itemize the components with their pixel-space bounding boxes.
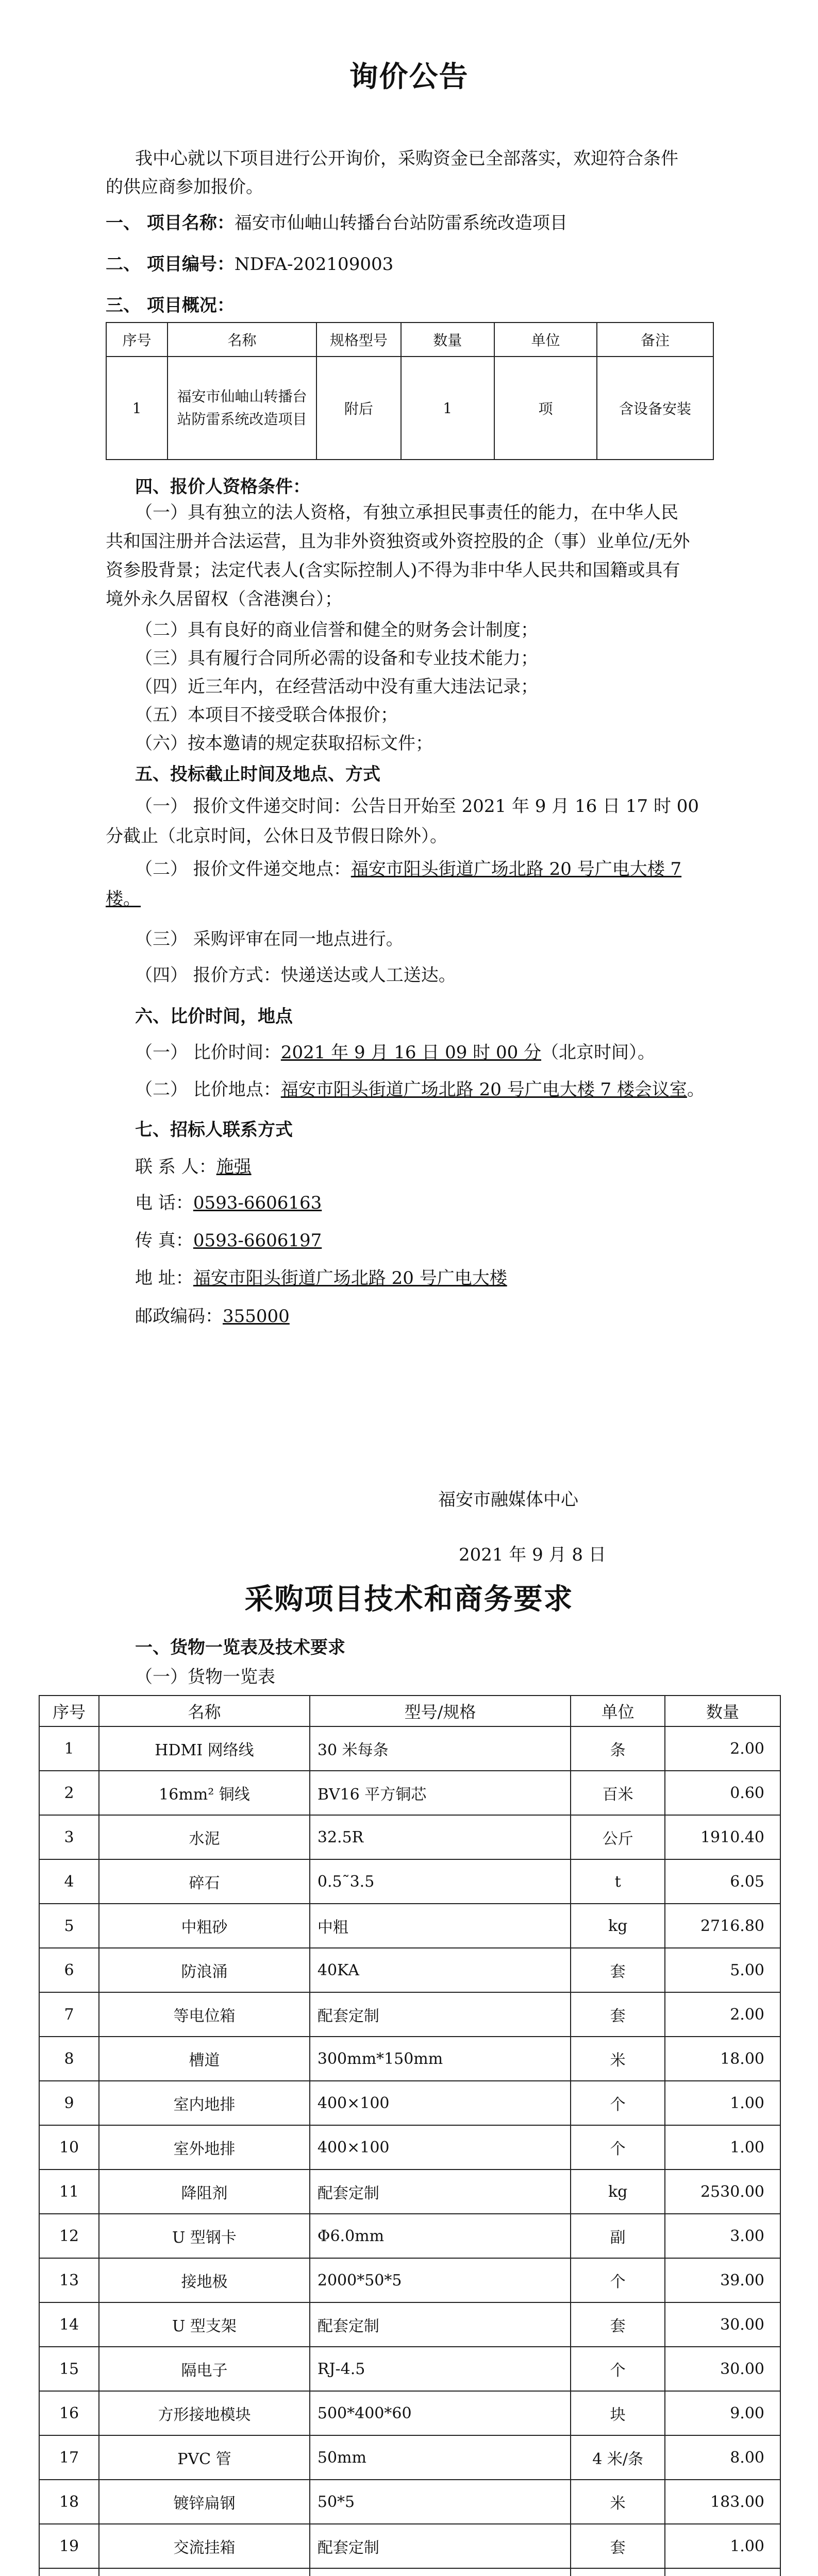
overview-header-cell: 规格型号 xyxy=(316,323,401,357)
goods-cell-unit: 套 xyxy=(571,2302,665,2347)
goods-cell-name: U 型支架 xyxy=(99,2302,310,2347)
overview-header-cell: 备注 xyxy=(597,323,713,357)
goods-cell-name: 水泥 xyxy=(99,1815,310,1859)
open-place-tail: 。 xyxy=(687,1079,705,1100)
goods-cell-name: HDMI 网络线 xyxy=(99,1726,310,1771)
goods-row xyxy=(39,1726,780,1771)
goods-cell-qty: 2.00 xyxy=(665,1726,780,1771)
zip-label: 邮政编码： xyxy=(135,1306,223,1327)
goods-cell-spec: 400×100 xyxy=(310,2081,571,2125)
goods-header-cell: 型号/规格 xyxy=(310,1696,571,1726)
goods-cell-name: 降阻剂 xyxy=(99,2170,310,2214)
goods-row xyxy=(39,2037,780,2081)
overview-header-cell: 序号 xyxy=(106,323,168,357)
goods-cell-no: 5 xyxy=(39,1904,99,1948)
overview-header-row xyxy=(106,323,713,357)
goods-cell-no: 3 xyxy=(39,1815,99,1859)
goods-cell-spec: 300mm*150mm xyxy=(310,2037,571,2081)
goods-cell-spec: 配套定制 xyxy=(310,1992,571,2037)
overview-table xyxy=(106,322,714,460)
goods-cell-unit: 套 xyxy=(571,2524,665,2568)
goods-row xyxy=(39,2214,780,2258)
goods-cell-no: 12 xyxy=(39,2214,99,2258)
goods-cell-unit: 个 xyxy=(571,2347,665,2391)
goods-cell-unit: 百米 xyxy=(571,1771,665,1815)
overview-cell: 含设备安装 xyxy=(597,357,713,460)
goods-cell-no: 17 xyxy=(39,2435,99,2480)
project-no-label: 二、 项目编号： xyxy=(106,254,235,275)
req-section-1: 一、货物一览表及技术要求 xyxy=(135,1637,345,1658)
goods-cell-qty: 6.05 xyxy=(665,1859,780,1904)
goods-cell-no: 15 xyxy=(39,2347,99,2391)
qual-line: （六）按本邀请的规定获取招标文件； xyxy=(135,733,433,754)
goods-cell-qty: 1910.40 xyxy=(665,1815,780,1859)
contact-person-row xyxy=(135,1155,252,1179)
goods-cell-qty: 30.00 xyxy=(665,2347,780,2391)
goods-cell-no: 11 xyxy=(39,2170,99,2214)
qual-line: 资参股背景；法定代表人(含实际控制人)不得为非中华人民共和国籍或具有 xyxy=(106,560,680,581)
deadline-place-prefix: （二） 报价文件递交地点： xyxy=(135,859,351,879)
phone-row xyxy=(135,1191,322,1215)
goods-cell-name: 镀锌扁钢 xyxy=(99,2480,310,2524)
open-time-row xyxy=(135,1041,655,1064)
deadline-label: 五、投标截止时间及地点、方式 xyxy=(135,764,380,785)
goods-cell-name: 碎石 xyxy=(99,1859,310,1904)
project-no-row xyxy=(106,252,393,276)
goods-cell-no: 8 xyxy=(39,2037,99,2081)
goods-cell-qty: 5.00 xyxy=(665,1948,780,1992)
goods-header-cell: 数量 xyxy=(665,1696,780,1726)
goods-cell-qty: 1.00 xyxy=(665,2081,780,2125)
address-row xyxy=(135,1266,507,1290)
goods-cell-unit: 4 米/条 xyxy=(571,2435,665,2480)
goods-cell-spec: 400×100 xyxy=(310,2125,571,2170)
goods-header-row xyxy=(39,1696,780,1726)
deadline-line: （四） 报价方式：快递送达或人工送达。 xyxy=(135,965,456,986)
goods-row xyxy=(39,2435,780,2480)
goods-cell-qty: 8.00 xyxy=(665,2435,780,2480)
goods-cell-qty: 2530.00 xyxy=(665,2170,780,2214)
goods-row xyxy=(39,2170,780,2214)
goods-cell-qty: 1.00 xyxy=(665,2524,780,2568)
deadline-place-addr: 福安市阳头街道广场北路 20 号广电大楼 7 xyxy=(350,859,682,879)
goods-cell-unit: 条 xyxy=(571,1726,665,1771)
goods-cell-name: 方形接地模块 xyxy=(99,2391,310,2435)
address-value: 福安市阳头街道广场北路 20 号广电大楼 xyxy=(193,1268,507,1289)
goods-cell-qty: 2.00 xyxy=(665,1992,780,2037)
overview-cell: 附后 xyxy=(316,357,401,460)
deadline-place-row xyxy=(135,857,681,881)
goods-cell-spec: RJ-4.5 xyxy=(310,2347,571,2391)
goods-cell-qty: 2716.80 xyxy=(665,1904,780,1948)
goods-cell-unit: kg xyxy=(571,1904,665,1948)
goods-cell-spec: 中粗 xyxy=(310,1904,571,1948)
goods-cell-name: 室内地排 xyxy=(99,2081,310,2125)
deadline-line: （一） 报价文件递交时间：公告日开始至 2021 年 9 月 16 日 17 时 00 xyxy=(135,796,699,817)
goods-row xyxy=(39,1904,780,1948)
goods-cell-unit: 个 xyxy=(571,2081,665,2125)
goods-cell-qty: 39.00 xyxy=(665,2258,780,2302)
goods-row xyxy=(39,1815,780,1859)
goods-cell-spec: 配套定制 xyxy=(310,2524,571,2568)
goods-row xyxy=(39,1948,780,1992)
address-label: 地 址： xyxy=(135,1268,193,1289)
deadline-place-tail: 楼。 xyxy=(106,889,141,909)
goods-cell-qty: 0.60 xyxy=(665,1771,780,1815)
open-place-row xyxy=(135,1078,705,1101)
goods-cell-no: 16 xyxy=(39,2391,99,2435)
project-no: NDFA-202109003 xyxy=(234,254,394,275)
qual-line: （五）本项目不接受联合体报价； xyxy=(135,705,398,725)
goods-cell-no: 6 xyxy=(39,1948,99,1992)
goods-row xyxy=(39,2568,780,2576)
goods-cell-qty: 9.00 xyxy=(665,2391,780,2435)
goods-row xyxy=(39,2524,780,2568)
goods-cell-unit: 个 xyxy=(571,2125,665,2170)
goods-cell-no: 18 xyxy=(39,2480,99,2524)
goods-cell-name: 室外地排 xyxy=(99,2125,310,2170)
fax-label: 传 真： xyxy=(135,1230,193,1251)
goods-cell-unit: 米 xyxy=(571,2480,665,2524)
goods-cell-unit: t xyxy=(571,1859,665,1904)
goods-cell-unit: 米 xyxy=(571,2037,665,2081)
project-name-row xyxy=(106,211,567,235)
goods-cell-name: 16mm² 铜线 xyxy=(99,1771,310,1815)
goods-cell-name: 接地极 xyxy=(99,2258,310,2302)
goods-cell-name: PVC 管 xyxy=(99,2435,310,2480)
qual-line: 共和国注册并合法运营，且为非外资独资或外资控股的企（事）业单位/无外 xyxy=(106,531,690,552)
deadline-line: 分截止（北京时间，公休日及节假日除外）。 xyxy=(106,826,447,846)
goods-cell-spec: 50*5 xyxy=(310,2480,571,2524)
zip-value: 355000 xyxy=(223,1306,290,1327)
goods-cell-no: 7 xyxy=(39,1992,99,2037)
goods-cell-qty: 3.00 xyxy=(665,2214,780,2258)
overview-header-cell: 单位 xyxy=(494,323,597,357)
contact-person-label: 联 系 人： xyxy=(135,1157,216,1177)
goods-row xyxy=(39,1992,780,2037)
goods-header-cell: 名称 xyxy=(99,1696,310,1726)
goods-cell-name: 防浪涌 xyxy=(99,1948,310,1992)
open-time-tail: （北京时间）。 xyxy=(541,1042,656,1063)
project-name: 福安市仙岫山转播台台站防雷系统改造项目 xyxy=(234,213,567,233)
overview-label: 三、 项目概况： xyxy=(106,295,235,316)
goods-cell-no xyxy=(39,2568,99,2576)
req-title: 采购项目技术和商务要求 xyxy=(244,1582,574,1616)
goods-cell-spec: 50mm xyxy=(310,2435,571,2480)
qual-line: （二）具有良好的商业信誉和健全的财务会计制度； xyxy=(135,620,538,640)
goods-cell-qty: 18.00 xyxy=(665,2037,780,2081)
overview-data-row xyxy=(106,357,713,460)
goods-body xyxy=(39,1726,780,2576)
goods-row xyxy=(39,2347,780,2391)
goods-row xyxy=(39,2302,780,2347)
open-time-value: 2021 年 9 月 16 日 09 时 00 分 xyxy=(280,1042,542,1063)
goods-row xyxy=(39,1771,780,1815)
overview-cell: 1 xyxy=(401,357,494,460)
goods-cell-name: 中粗砂 xyxy=(99,1904,310,1948)
goods-cell-name xyxy=(99,2568,310,2576)
goods-cell-spec: BV16 平方铜芯 xyxy=(310,1771,571,1815)
zip-row xyxy=(135,1304,290,1328)
phone-label: 电 话： xyxy=(135,1193,193,1213)
goods-cell-qty xyxy=(665,2568,780,2576)
goods-row xyxy=(39,1859,780,1904)
goods-cell-no: 1 xyxy=(39,1726,99,1771)
goods-cell-spec: 2000*50*5 xyxy=(310,2258,571,2302)
goods-cell-name: 槽道 xyxy=(99,2037,310,2081)
goods-row xyxy=(39,2391,780,2435)
signer: 福安市融媒体中心 xyxy=(438,1489,578,1510)
contact-person: 施强 xyxy=(216,1157,252,1177)
goods-cell-unit: 套 xyxy=(571,1992,665,2037)
project-name-label: 一、 项目名称： xyxy=(106,213,235,233)
goods-row xyxy=(39,2258,780,2302)
goods-cell-spec: 32.5R xyxy=(310,1815,571,1859)
qual-line: （三）具有履行合同所必需的设备和专业技术能力； xyxy=(135,648,538,669)
goods-cell-spec: Φ6.0mm xyxy=(310,2214,571,2258)
intro-line-2: 的供应商参加报价。 xyxy=(106,177,263,197)
intro-line-1: 我中心就以下项目进行公开询价，采购资金已全部落实，欢迎符合条件 xyxy=(135,148,678,169)
overview-header-cell: 数量 xyxy=(401,323,494,357)
goods-cell-no: 4 xyxy=(39,1859,99,1904)
qual-line: （四）近三年内，在经营活动中没有重大违法记录； xyxy=(135,676,538,697)
goods-cell-spec: 配套定制 xyxy=(310,2302,571,2347)
goods-row xyxy=(39,2081,780,2125)
qual-line: （一）具有独立的法人资格，有独立承担民事责任的能力，在中华人民 xyxy=(135,502,678,523)
req-sub-1: （一）货物一览表 xyxy=(135,1667,275,1687)
goods-table xyxy=(39,1695,781,2576)
notice-date: 2021 年 9 月 8 日 xyxy=(459,1545,606,1565)
goods-cell-qty: 183.00 xyxy=(665,2480,780,2524)
open-time-prefix: （一） 比价时间： xyxy=(135,1042,281,1063)
goods-cell-name: U 型钢卡 xyxy=(99,2214,310,2258)
goods-cell-spec: 40KA xyxy=(310,1948,571,1992)
goods-cell-no: 9 xyxy=(39,2081,99,2125)
overview-cell: 项 xyxy=(494,357,597,460)
goods-row xyxy=(39,2125,780,2170)
goods-cell-spec: 0.5˜3.5 xyxy=(310,1859,571,1904)
goods-cell-no: 19 xyxy=(39,2524,99,2568)
goods-cell-unit: 公斤 xyxy=(571,1815,665,1859)
goods-header-cell: 单位 xyxy=(571,1696,665,1726)
fax-row xyxy=(135,1229,322,1252)
fax-value: 0593-6606197 xyxy=(193,1230,322,1251)
goods-cell-unit xyxy=(571,2568,665,2576)
deadline-line: （三） 采购评审在同一地点进行。 xyxy=(135,929,404,950)
goods-cell-no: 2 xyxy=(39,1771,99,1815)
goods-cell-no: 14 xyxy=(39,2302,99,2347)
goods-cell-name: 隔电子 xyxy=(99,2347,310,2391)
goods-cell-no: 10 xyxy=(39,2125,99,2170)
overview-cell: 1 xyxy=(106,357,168,460)
notice-title: 询价公告 xyxy=(349,60,469,94)
goods-cell-spec xyxy=(310,2568,571,2576)
goods-cell-unit: kg xyxy=(571,2170,665,2214)
goods-cell-name: 交流挂箱 xyxy=(99,2524,310,2568)
goods-cell-unit: 个 xyxy=(571,2258,665,2302)
open-place-value: 福安市阳头街道广场北路 20 号广电大楼 7 楼会议室 xyxy=(280,1079,687,1100)
overview-header-cell: 名称 xyxy=(168,323,316,357)
goods-cell-spec: 30 米每条 xyxy=(310,1726,571,1771)
goods-row xyxy=(39,2480,780,2524)
goods-cell-qty: 30.00 xyxy=(665,2302,780,2347)
qual-line: 境外永久居留权（含港澳台）； xyxy=(106,589,342,609)
contact-label: 七、招标人联系方式 xyxy=(135,1120,293,1140)
qual-label: 四、报价人资格条件： xyxy=(135,477,310,497)
goods-cell-unit: 副 xyxy=(571,2214,665,2258)
goods-cell-unit: 块 xyxy=(571,2391,665,2435)
overview-cell: 福安市仙岫山转播台站防雷系统改造项目 xyxy=(168,357,316,460)
open-place-prefix: （二） 比价地点： xyxy=(135,1079,281,1100)
open-label: 六、比价时间，地点 xyxy=(135,1006,293,1027)
goods-cell-qty: 1.00 xyxy=(665,2125,780,2170)
goods-cell-no: 13 xyxy=(39,2258,99,2302)
phone-value: 0593-6606163 xyxy=(193,1193,322,1213)
goods-cell-spec: 配套定制 xyxy=(310,2170,571,2214)
goods-cell-name: 等电位箱 xyxy=(99,1992,310,2037)
goods-header-cell: 序号 xyxy=(39,1696,99,1726)
goods-cell-spec: 500*400*60 xyxy=(310,2391,571,2435)
goods-cell-unit: 套 xyxy=(571,1948,665,1992)
